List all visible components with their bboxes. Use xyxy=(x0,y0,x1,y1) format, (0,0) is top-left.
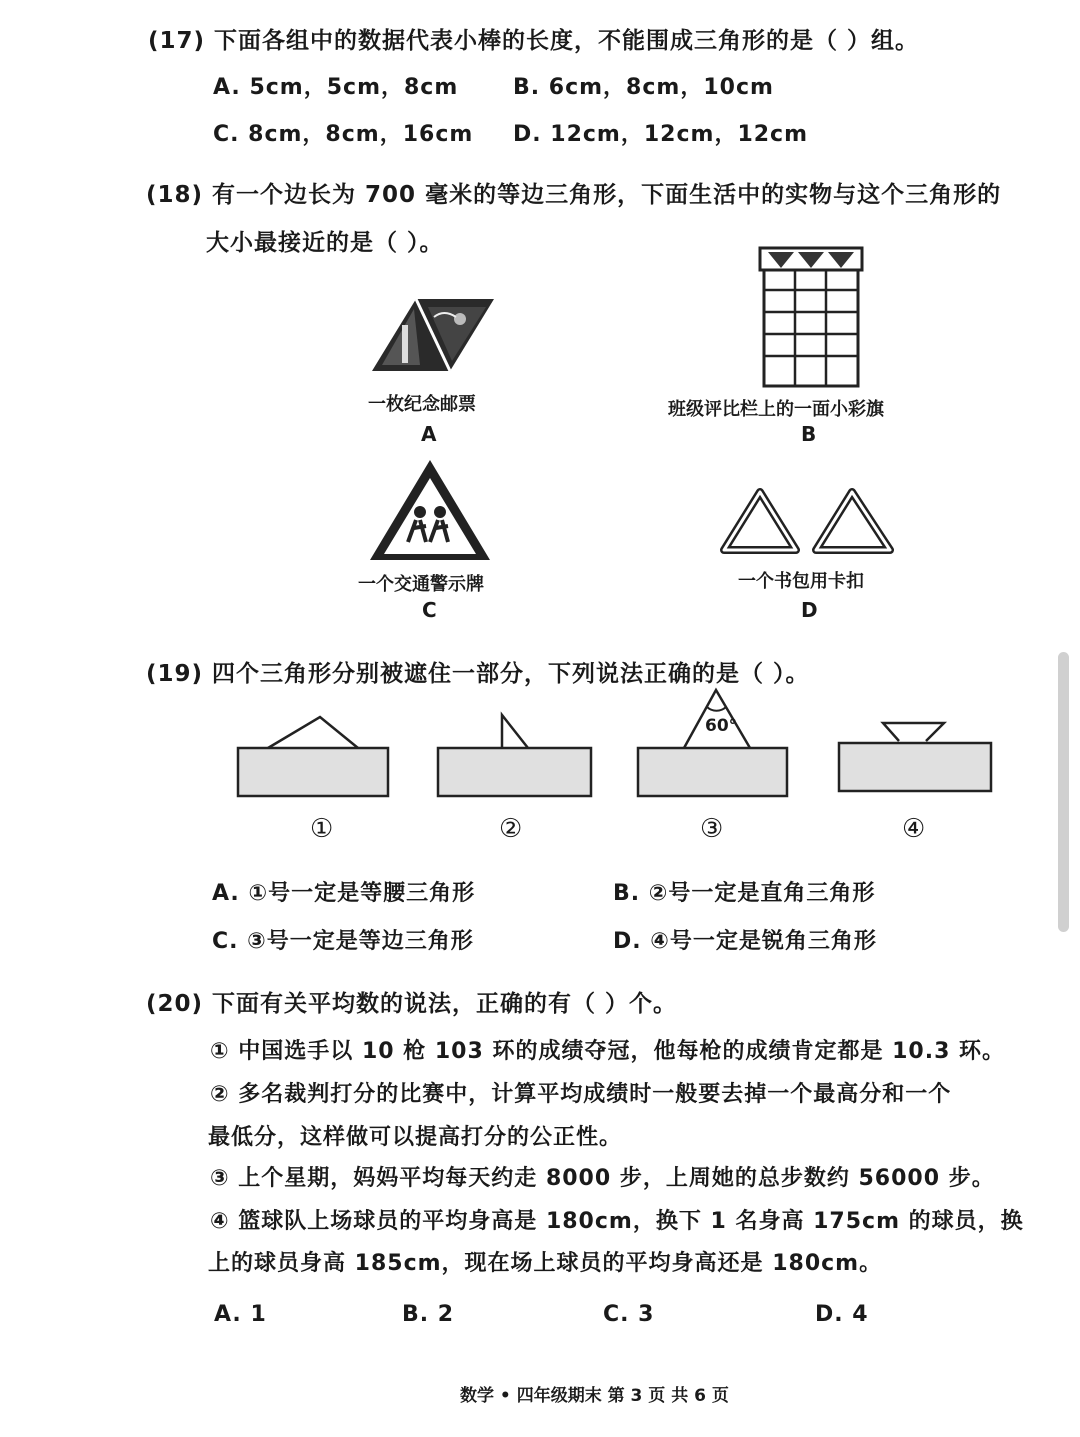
q20-statement-4-cont: 上的球员身高 185cm，现在场上球员的平均身高还是 180cm。 xyxy=(208,1251,883,1276)
q17-option-a: A. 5cm，5cm，8cm xyxy=(213,75,459,100)
q17-option-d: D. 12cm，12cm，12cm xyxy=(513,122,809,147)
q17-stem: (17) 下面各组中的数据代表小棒的长度，不能围成三角形的是（ ）组。 xyxy=(148,28,920,54)
q19-figure-label-2: ② xyxy=(499,814,523,844)
q20-statement-4: ④ 篮球队上场球员的平均身高是 180cm，换下 1 名身高 175cm 的球员，换 xyxy=(210,1209,1024,1234)
q18-caption-c: 一个交通警示牌 xyxy=(358,574,484,595)
bag-buckle-icon xyxy=(718,484,896,560)
q17-option-b: B. 6cm，8cm，10cm xyxy=(513,75,774,100)
q18-letter-a: A xyxy=(421,422,437,446)
scrollbar-thumb[interactable] xyxy=(1058,652,1069,932)
q18-letter-b: B xyxy=(801,422,817,446)
q19-figure-label-4: ④ xyxy=(902,814,926,844)
page-footer: 数学 • 四年级期末 第 3 页 共 6 页 xyxy=(460,1386,729,1406)
q20-stem: (20) 下面有关平均数的说法，正确的有（ ）个。 xyxy=(146,991,678,1017)
q18-stem-line2: 大小最接近的是（ ）。 xyxy=(206,230,444,256)
q20-option-c: C. 3 xyxy=(603,1302,655,1327)
q18-caption-b: 班级评比栏上的一面小彩旗 xyxy=(668,399,884,420)
q20-statement-1: ① 中国选手以 10 枪 103 环的成绩夺冠，他每枪的成绩肯定都是 10.3 环。 xyxy=(210,1039,1006,1064)
q20-option-a: A. 1 xyxy=(214,1302,267,1327)
q19-figure-label-1: ① xyxy=(310,814,334,844)
q18-stem-line1: (18) 有一个边长为 700 毫米的等边三角形，下面生活中的实物与这个三角形的 xyxy=(146,182,1002,208)
q19-option-d: D. ④号一定是锐角三角形 xyxy=(613,929,877,954)
q18-letter-c: C xyxy=(422,598,437,622)
q19-stem: (19) 四个三角形分别被遮住一部分，下列说法正确的是（ ）。 xyxy=(146,661,810,687)
q19-option-b: B. ②号一定是直角三角形 xyxy=(613,881,876,906)
class-board-flags-icon xyxy=(758,246,864,388)
q20-option-b: B. 2 xyxy=(402,1302,455,1327)
traffic-warning-sign-icon xyxy=(366,456,494,564)
q19-hidden-triangles-figure xyxy=(236,688,996,800)
q19-angle-label: 60° xyxy=(705,716,738,736)
q19-option-c: C. ③号一定是等边三角形 xyxy=(212,929,474,954)
q18-caption-a: 一枚纪念邮票 xyxy=(368,394,476,415)
q17-option-c: C. 8cm，8cm，16cm xyxy=(213,122,474,147)
q19-option-a: A. ①号一定是等腰三角形 xyxy=(212,881,476,906)
q20-option-d: D. 4 xyxy=(815,1302,869,1327)
q20-statement-2-cont: 最低分，这样做可以提高打分的公正性。 xyxy=(208,1125,623,1150)
q18-caption-d: 一个书包用卡扣 xyxy=(738,571,864,592)
q20-statement-2: ② 多名裁判打分的比赛中，计算平均成绩时一般要去掉一个最高分和一个 xyxy=(210,1082,952,1107)
triangular-stamp-icon xyxy=(368,295,498,375)
q20-statement-3: ③ 上个星期，妈妈平均每天约走 8000 步，上周她的总步数约 56000 步。 xyxy=(210,1166,995,1191)
q19-figure-label-3: ③ xyxy=(700,814,724,844)
q18-letter-d: D xyxy=(801,598,818,622)
